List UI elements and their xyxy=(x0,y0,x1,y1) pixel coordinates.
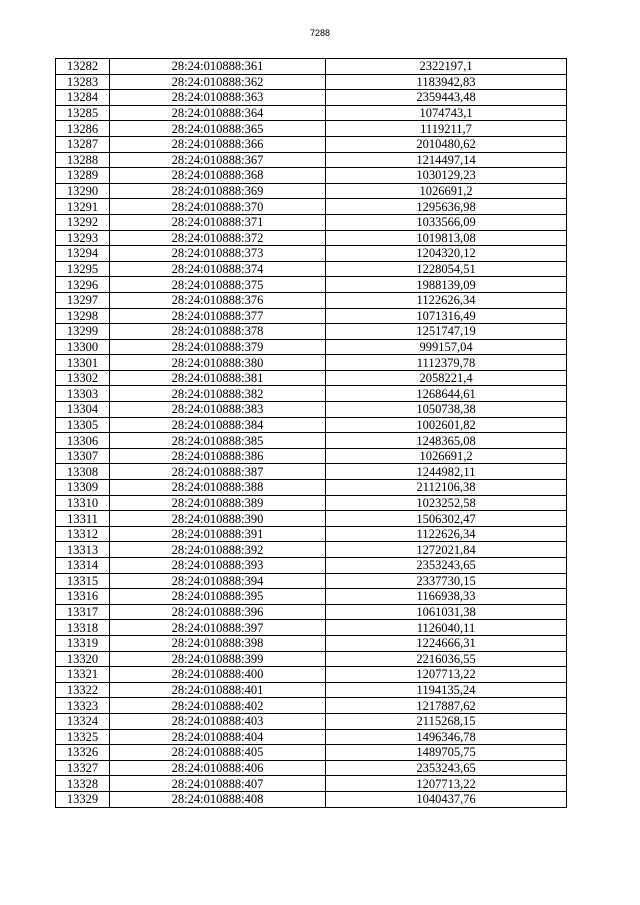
row-number-cell: 13316 xyxy=(56,589,110,605)
value-cell: 1272021,84 xyxy=(326,542,567,558)
row-number-cell: 13329 xyxy=(56,791,110,807)
cadastral-number-cell: 28:24:010888:361 xyxy=(110,59,326,75)
table-row xyxy=(56,791,567,807)
row-number-cell: 13299 xyxy=(56,324,110,340)
value-cell: 2359443,48 xyxy=(326,90,567,106)
cadastral-table xyxy=(55,58,567,808)
row-number-cell: 13302 xyxy=(56,370,110,386)
table-row xyxy=(56,183,567,199)
row-number-cell: 13291 xyxy=(56,199,110,215)
row-number-cell: 13321 xyxy=(56,667,110,683)
cadastral-number-cell: 28:24:010888:375 xyxy=(110,277,326,293)
value-cell: 1033566,09 xyxy=(326,214,567,230)
row-number-cell: 13288 xyxy=(56,152,110,168)
cadastral-number-cell: 28:24:010888:380 xyxy=(110,355,326,371)
cadastral-number-cell: 28:24:010888:371 xyxy=(110,214,326,230)
value-cell: 1217887,62 xyxy=(326,698,567,714)
cadastral-number-cell: 28:24:010888:379 xyxy=(110,339,326,355)
cadastral-number-cell: 28:24:010888:363 xyxy=(110,90,326,106)
table-row xyxy=(56,558,567,574)
table-row xyxy=(56,261,567,277)
cadastral-number-cell: 28:24:010888:374 xyxy=(110,261,326,277)
table-body xyxy=(56,59,567,808)
value-cell: 1214497,14 xyxy=(326,152,567,168)
table-row xyxy=(56,292,567,308)
table-row xyxy=(56,448,567,464)
row-number-cell: 13322 xyxy=(56,682,110,698)
value-cell: 1050738,38 xyxy=(326,402,567,418)
table-row xyxy=(56,168,567,184)
row-number-cell: 13284 xyxy=(56,90,110,106)
row-number-cell: 13285 xyxy=(56,105,110,121)
cadastral-number-cell: 28:24:010888:390 xyxy=(110,511,326,527)
value-cell: 2010480,62 xyxy=(326,136,567,152)
value-cell: 2353243,65 xyxy=(326,760,567,776)
value-cell: 1040437,76 xyxy=(326,791,567,807)
row-number-cell: 13294 xyxy=(56,246,110,262)
row-number-cell: 13305 xyxy=(56,417,110,433)
value-cell: 1126040,11 xyxy=(326,620,567,636)
table-row xyxy=(56,74,567,90)
table-row xyxy=(56,776,567,792)
value-cell: 1194135,24 xyxy=(326,682,567,698)
value-cell: 2353243,65 xyxy=(326,558,567,574)
table-row xyxy=(56,573,567,589)
row-number-cell: 13317 xyxy=(56,604,110,620)
value-cell: 2058221,4 xyxy=(326,370,567,386)
table-row xyxy=(56,667,567,683)
row-number-cell: 13297 xyxy=(56,292,110,308)
table-row xyxy=(56,355,567,371)
table-row xyxy=(56,760,567,776)
table-row xyxy=(56,542,567,558)
row-number-cell: 13319 xyxy=(56,635,110,651)
cadastral-number-cell: 28:24:010888:389 xyxy=(110,495,326,511)
value-cell: 1002601,82 xyxy=(326,417,567,433)
row-number-cell: 13318 xyxy=(56,620,110,636)
value-cell: 1023252,58 xyxy=(326,495,567,511)
row-number-cell: 13309 xyxy=(56,480,110,496)
cadastral-number-cell: 28:24:010888:364 xyxy=(110,105,326,121)
value-cell: 1251747,19 xyxy=(326,324,567,340)
value-cell: 1496346,78 xyxy=(326,729,567,745)
table-row xyxy=(56,308,567,324)
table-row xyxy=(56,651,567,667)
row-number-cell: 13303 xyxy=(56,386,110,402)
value-cell: 1489705,75 xyxy=(326,745,567,761)
value-cell: 1204320,12 xyxy=(326,246,567,262)
row-number-cell: 13301 xyxy=(56,355,110,371)
table-row xyxy=(56,90,567,106)
cadastral-number-cell: 28:24:010888:369 xyxy=(110,183,326,199)
row-number-cell: 13287 xyxy=(56,136,110,152)
row-number-cell: 13308 xyxy=(56,464,110,480)
row-number-cell: 13320 xyxy=(56,651,110,667)
cadastral-number-cell: 28:24:010888:405 xyxy=(110,745,326,761)
table-row xyxy=(56,713,567,729)
row-number-cell: 13312 xyxy=(56,526,110,542)
cadastral-number-cell: 28:24:010888:392 xyxy=(110,542,326,558)
table-row xyxy=(56,417,567,433)
row-number-cell: 13292 xyxy=(56,214,110,230)
value-cell: 1071316,49 xyxy=(326,308,567,324)
row-number-cell: 13286 xyxy=(56,121,110,137)
row-number-cell: 13323 xyxy=(56,698,110,714)
cadastral-number-cell: 28:24:010888:385 xyxy=(110,433,326,449)
table-row xyxy=(56,386,567,402)
cadastral-number-cell: 28:24:010888:407 xyxy=(110,776,326,792)
cadastral-number-cell: 28:24:010888:393 xyxy=(110,558,326,574)
cadastral-number-cell: 28:24:010888:388 xyxy=(110,480,326,496)
row-number-cell: 13298 xyxy=(56,308,110,324)
cadastral-number-cell: 28:24:010888:384 xyxy=(110,417,326,433)
cadastral-number-cell: 28:24:010888:404 xyxy=(110,729,326,745)
table-row xyxy=(56,121,567,137)
cadastral-number-cell: 28:24:010888:373 xyxy=(110,246,326,262)
value-cell: 1244982,11 xyxy=(326,464,567,480)
cadastral-number-cell: 28:24:010888:378 xyxy=(110,324,326,340)
cadastral-number-cell: 28:24:010888:401 xyxy=(110,682,326,698)
table-row xyxy=(56,246,567,262)
table-row xyxy=(56,511,567,527)
cadastral-number-cell: 28:24:010888:366 xyxy=(110,136,326,152)
row-number-cell: 13324 xyxy=(56,713,110,729)
row-number-cell: 13293 xyxy=(56,230,110,246)
value-cell: 1506302,47 xyxy=(326,511,567,527)
value-cell: 1074743,1 xyxy=(326,105,567,121)
table-row xyxy=(56,604,567,620)
table-row xyxy=(56,339,567,355)
row-number-cell: 13310 xyxy=(56,495,110,511)
row-number-cell: 13325 xyxy=(56,729,110,745)
row-number-cell: 13315 xyxy=(56,573,110,589)
table-row xyxy=(56,464,567,480)
cadastral-number-cell: 28:24:010888:402 xyxy=(110,698,326,714)
table-row xyxy=(56,682,567,698)
value-cell: 999157,04 xyxy=(326,339,567,355)
cadastral-number-cell: 28:24:010888:376 xyxy=(110,292,326,308)
cadastral-number-cell: 28:24:010888:406 xyxy=(110,760,326,776)
value-cell: 1026691,2 xyxy=(326,183,567,199)
table-row xyxy=(56,136,567,152)
row-number-cell: 13289 xyxy=(56,168,110,184)
table-row xyxy=(56,324,567,340)
row-number-cell: 13283 xyxy=(56,74,110,90)
value-cell: 1112379,78 xyxy=(326,355,567,371)
value-cell: 1207713,22 xyxy=(326,667,567,683)
table-row xyxy=(56,59,567,75)
cadastral-number-cell: 28:24:010888:399 xyxy=(110,651,326,667)
value-cell: 1988139,09 xyxy=(326,277,567,293)
row-number-cell: 13290 xyxy=(56,183,110,199)
value-cell: 1183942,83 xyxy=(326,74,567,90)
cadastral-number-cell: 28:24:010888:370 xyxy=(110,199,326,215)
cadastral-number-cell: 28:24:010888:391 xyxy=(110,526,326,542)
cadastral-number-cell: 28:24:010888:400 xyxy=(110,667,326,683)
row-number-cell: 13328 xyxy=(56,776,110,792)
value-cell: 1207713,22 xyxy=(326,776,567,792)
table-row xyxy=(56,277,567,293)
page-number: 7288 xyxy=(309,28,331,38)
cadastral-number-cell: 28:24:010888:397 xyxy=(110,620,326,636)
table-row xyxy=(56,230,567,246)
row-number-cell: 13300 xyxy=(56,339,110,355)
table-row xyxy=(56,105,567,121)
cadastral-number-cell: 28:24:010888:395 xyxy=(110,589,326,605)
value-cell: 1026691,2 xyxy=(326,448,567,464)
row-number-cell: 13311 xyxy=(56,511,110,527)
row-number-cell: 13304 xyxy=(56,402,110,418)
table-row xyxy=(56,433,567,449)
value-cell: 1228054,51 xyxy=(326,261,567,277)
value-cell: 1019813,08 xyxy=(326,230,567,246)
table-row xyxy=(56,620,567,636)
cadastral-number-cell: 28:24:010888:383 xyxy=(110,402,326,418)
cadastral-number-cell: 28:24:010888:372 xyxy=(110,230,326,246)
value-cell: 1295636,98 xyxy=(326,199,567,215)
row-number-cell: 13295 xyxy=(56,261,110,277)
cadastral-number-cell: 28:24:010888:382 xyxy=(110,386,326,402)
row-number-cell: 13326 xyxy=(56,745,110,761)
table-row xyxy=(56,370,567,386)
value-cell: 1248365,08 xyxy=(326,433,567,449)
cadastral-number-cell: 28:24:010888:365 xyxy=(110,121,326,137)
value-cell: 1119211,7 xyxy=(326,121,567,137)
value-cell: 1122626,34 xyxy=(326,526,567,542)
cadastral-number-cell: 28:24:010888:368 xyxy=(110,168,326,184)
cadastral-number-cell: 28:24:010888:398 xyxy=(110,635,326,651)
row-number-cell: 13306 xyxy=(56,433,110,449)
cadastral-number-cell: 28:24:010888:386 xyxy=(110,448,326,464)
value-cell: 2115268,15 xyxy=(326,713,567,729)
cadastral-number-cell: 28:24:010888:377 xyxy=(110,308,326,324)
row-number-cell: 13282 xyxy=(56,59,110,75)
value-cell: 1122626,34 xyxy=(326,292,567,308)
value-cell: 2216036,55 xyxy=(326,651,567,667)
value-cell: 1030129,23 xyxy=(326,168,567,184)
value-cell: 2322197,1 xyxy=(326,59,567,75)
row-number-cell: 13314 xyxy=(56,558,110,574)
row-number-cell: 13313 xyxy=(56,542,110,558)
cadastral-number-cell: 28:24:010888:396 xyxy=(110,604,326,620)
cadastral-number-cell: 28:24:010888:367 xyxy=(110,152,326,168)
table-row xyxy=(56,214,567,230)
table-row xyxy=(56,480,567,496)
value-cell: 1268644,61 xyxy=(326,386,567,402)
cadastral-number-cell: 28:24:010888:403 xyxy=(110,713,326,729)
table-row xyxy=(56,698,567,714)
table-row xyxy=(56,495,567,511)
cadastral-number-cell: 28:24:010888:394 xyxy=(110,573,326,589)
value-cell: 2337730,15 xyxy=(326,573,567,589)
row-number-cell: 13327 xyxy=(56,760,110,776)
table-row xyxy=(56,152,567,168)
row-number-cell: 13307 xyxy=(56,448,110,464)
value-cell: 1061031,38 xyxy=(326,604,567,620)
value-cell: 1166938,33 xyxy=(326,589,567,605)
cadastral-number-cell: 28:24:010888:381 xyxy=(110,370,326,386)
cadastral-number-cell: 28:24:010888:387 xyxy=(110,464,326,480)
table-row xyxy=(56,402,567,418)
table-row xyxy=(56,589,567,605)
value-cell: 1224666,31 xyxy=(326,635,567,651)
table-row xyxy=(56,745,567,761)
cadastral-number-cell: 28:24:010888:362 xyxy=(110,74,326,90)
row-number-cell: 13296 xyxy=(56,277,110,293)
value-cell: 2112106,38 xyxy=(326,480,567,496)
table-row xyxy=(56,526,567,542)
table-row xyxy=(56,635,567,651)
table-row xyxy=(56,729,567,745)
table-row xyxy=(56,199,567,215)
cadastral-number-cell: 28:24:010888:408 xyxy=(110,791,326,807)
